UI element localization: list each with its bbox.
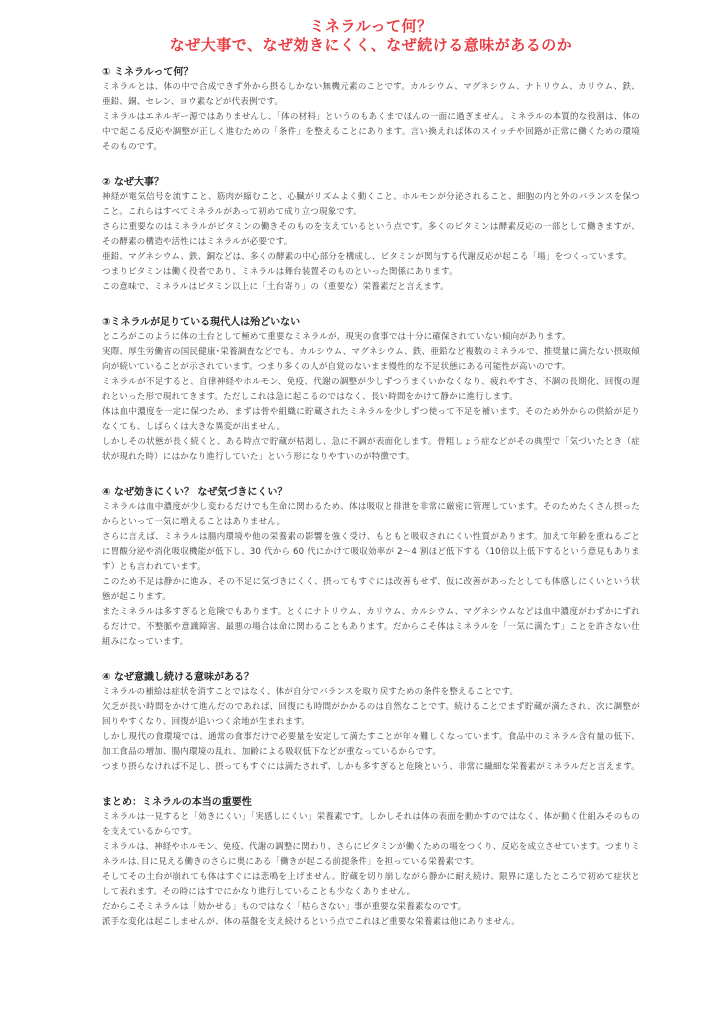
- title-line-2: なぜ大事で、なぜ効きにくく、なぜ続ける意味があるのか: [169, 36, 573, 54]
- paragraph: 欠乏が長い時間をかけて進んだのであれば、回復にも時間がかかるのは自然なことです。続けることでまず貯蔵が満たされ、次に調整が回りやすくなり、回復が追いつく余地が生まれます。: [102, 702, 640, 727]
- paragraph: ミネラルはエネルギー源ではありませんし、「体の材料」というのもあくまでほんの一面に過ぎません。ミネラルの本質的な役割は、体の中で起こる反応や調整が正しく進むための「条件」を整えることにあります。言い換えれば体のスイッチや回路が正常に働くための環境そのものです。: [102, 112, 640, 152]
- section-deficiency: [102, 315, 640, 465]
- paragraph: 亜鉛、マグネシウム、鉄、銅などは、多くの酵素の中心部分を構成し、ビタミンが関与する代謝反応が起こる「場」をつくっています。: [102, 252, 632, 262]
- paragraph: だからこそミネラルは「効かせる」ものではなく「枯らさない」事が重要な栄養素なのです。: [102, 902, 467, 912]
- paragraph: しかし現代の食環境では、通常の食事だけで必要量を安定して満たすことが年々難しくなっています。食品中のミネラル含有量の低下、加工食品の増加、腸内環境の乱れ、加齢による吸収低下などが重なっているからです。: [102, 732, 640, 757]
- paragraph: しかしその状態が長く続くと、ある時点で貯蔵が枯渇し、急に不調が表面化します。骨粗しょう症などがその典型で「気づいたとき（症状が現れた時）にはかなり進行していた」という形になりやすいのが特徴です。: [102, 437, 640, 462]
- section-why-important: [102, 175, 640, 295]
- section-heading: ④ なぜ意識し続ける意味がある？: [102, 672, 254, 683]
- paragraph: さらに重要なのはミネラルがビタミンの働きそのものを支えているという点です。多くのビタミンは酵素反応の一部として働きますが、その酵素の構造や活性にはミネラルが必要です。: [102, 222, 640, 247]
- title-line-1: ミネラルって何？: [309, 17, 433, 35]
- paragraph: このため不足は静かに進み、その不足に気づきにくく、摂ってもすぐには改善もせず、仮に改善があったとしても体感しにくいという状態が起こります。: [102, 577, 641, 602]
- section-heading: ③ミネラルが足りている現代人は殆どいない: [102, 317, 301, 328]
- section-hard-to-notice: [102, 485, 640, 650]
- paragraph: 派手な変化は起こしませんが、体の基盤を支え続けるという点でこれほど重要な栄養素は他にありません。: [102, 917, 521, 927]
- paragraph: ミネラルは、神経やホルモン、免疫、代謝の調整に関わり、さらにビタミンが働くための場をつくり、反応を成立させています。つまりミネラルは､目に見える働きのさらに奥にある「働きが起こる前提条件」を担っている栄養素です。: [102, 842, 640, 867]
- paragraph: 実際、厚生労働省の国民健康･栄養調査などでも、カルシウム、マグネシウム、鉄、亜鉛など複数のミネラルで、推奨量に満たない摂取傾向が続いていることが示されています。つまり多くの人が自覚のないまま慢性的な不足状態にある可能性が高いのです。: [102, 347, 640, 372]
- paragraph: 体は血中濃度を一定に保つため、まずは骨や組織に貯蔵されたミネラルを少しずつ使って不足を補います。そのため外からの供給が足りなくても、しばらくは大きな異変が出ません。: [102, 407, 640, 432]
- paragraph: ところがこのように体の土台として極めて重要なミネラルが、現実の食事では十分に確保されていない傾向があります。: [102, 332, 571, 342]
- section-keep-conscious: [102, 670, 640, 775]
- paragraph: さらに言えば、ミネラルは腸内環境や他の栄養素の影響を強く受け、もともと吸収されにくい性質があります。加えて年齢を重ねるごとに胃酸分泌や消化吸収機能が低下し、30 代から 60 代にかけて吸収効率が 2〜4 割ほど低下する（10倍以上低下するという意見もあります）とも言われています。: [102, 532, 640, 572]
- page-title: [102, 17, 640, 55]
- paragraph: またミネラルは多すぎると危険でもあります。とくにナトリウム、カリウム、カルシウム、マグネシウムなどは血中濃度がわずかにずれるだけで、不整脈や意識障害、最悪の場合は命に関わることもあります。だからこそ体はミネラルを「一気に満たす」ことを許さない仕組みになっています。: [102, 607, 640, 647]
- section-what-is-mineral: [102, 65, 640, 155]
- paragraph: ミネラルが不足すると、自律神経やホルモン、免疫、代謝の調整が少しずつうまくいかなくなり、疲れやすさ、不調の長期化、回復の遅れといった形で現れてきます。ただしこれは急に起こるのではなく、長い時間をかけて静かに進行します。: [102, 377, 640, 402]
- section-heading: ④ なぜ効きにくい？ なぜ気づきにくい？: [102, 487, 288, 498]
- paragraph: そしてその土台が崩れても体はすぐには悲鳴を上げません。貯蔵を切り崩しながら静かに耐え続け、限界に達したところで初めて症状として表れます。その時にはすでにかなり進行していることも少なくありません。: [102, 872, 640, 897]
- section-heading: まとめ：ミネラルの本当の重要性: [102, 797, 252, 808]
- paragraph: 神経が電気信号を流すこと、筋肉が縮むこと、心臓がリズムよく動くこと、ホルモンが分泌されること、細胞の内と外のバランスを保つこと。これらはすべてミネラルがあって初めて成り立つ現象です。: [102, 192, 641, 217]
- paragraph: つまり摂らなければ不足し、摂ってもすぐには満たされず、しかも多すぎると危険という、非常に繊細な栄養素がミネラルだと言えます。: [102, 762, 640, 772]
- section-summary: [102, 795, 640, 930]
- paragraph: ミネラルの補給は症状を消すことではなく、体が自分でバランスを取り戻すための条件を整えることです。: [102, 687, 519, 697]
- paragraph: この意味で、ミネラルはビタミン以上に「土台寄り」の（重要な）栄養素だと言えます。: [102, 282, 449, 292]
- section-heading: ① ミネラルって何？: [102, 67, 194, 78]
- paragraph: ミネラルは一見すると「効きにくい」「実感しにくい」栄養素です。しかしそれは体の表面を動かすのではなく、体が動く仕組みそのものを支えているからです。: [102, 812, 640, 837]
- section-heading: ② なぜ大事？: [102, 177, 164, 188]
- paragraph: つまりビタミンは働く役者であり、ミネラルは舞台装置そのものといった関係にあります。: [102, 267, 458, 277]
- paragraph: ミネラルは血中濃度が少し変わるだけでも生命に関わるため、体は吸収と排泄を非常に厳密に管理しています。そのためたくさん摂ったからといって一気に増えることはありません。: [102, 502, 640, 527]
- paragraph: ミネラルとは、体の中で合成できず外から摂るしかない無機元素のことです。カルシウム、マグネシウム、ナトリウム、カリウム、鉄、亜鉛、銅、セレン、ヨウ素などが代表例です。: [102, 82, 640, 107]
